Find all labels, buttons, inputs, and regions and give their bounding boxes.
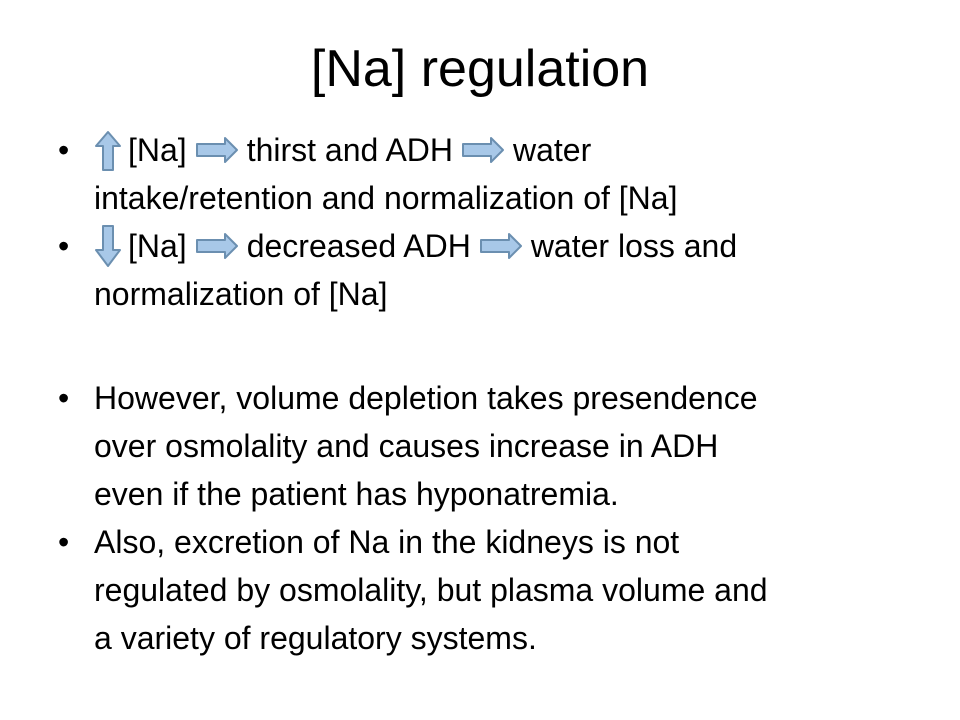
bullet-line: regulated by osmolality, but plasma volume and [94,572,768,608]
bullet-line: a variety of regulatory systems. [94,620,537,656]
bullet-segment: [Na] [128,228,187,264]
bullet-dot: • [58,132,70,168]
slide-title: [Na] regulation [310,40,650,98]
bullet-segment: water loss and [530,228,738,264]
bullet-line: However, volume depletion takes presendence [94,380,758,416]
right-arrow-icon [461,126,505,174]
bullet-dot: • [58,380,70,416]
bullet-segment: decreased ADH [246,228,471,264]
bullet-segment: water [513,132,592,168]
right-arrow-icon [195,222,239,270]
right-arrow-icon [195,126,239,174]
bullet-segment: [Na] [128,132,187,168]
bullet-dot: • [58,228,70,264]
right-arrow-icon [479,222,523,270]
bullet-dot: • [58,524,70,560]
down-arrow-icon [94,222,122,270]
bullet-line: over osmolality and causes increase in ADH [94,428,719,464]
bullet-line [94,126,918,174]
bullet-line [94,222,918,270]
bullet-line: intake/retention and normalization of [Na] [94,180,678,216]
bullet-line: Also, excretion of Na in the kidneys is not [94,524,680,560]
bullet-segment: thirst and ADH [246,132,453,168]
bullet-line: even if the patient has hyponatremia. [94,476,619,512]
up-arrow-icon [94,126,122,174]
bullet-line: normalization of [Na] [94,276,388,312]
